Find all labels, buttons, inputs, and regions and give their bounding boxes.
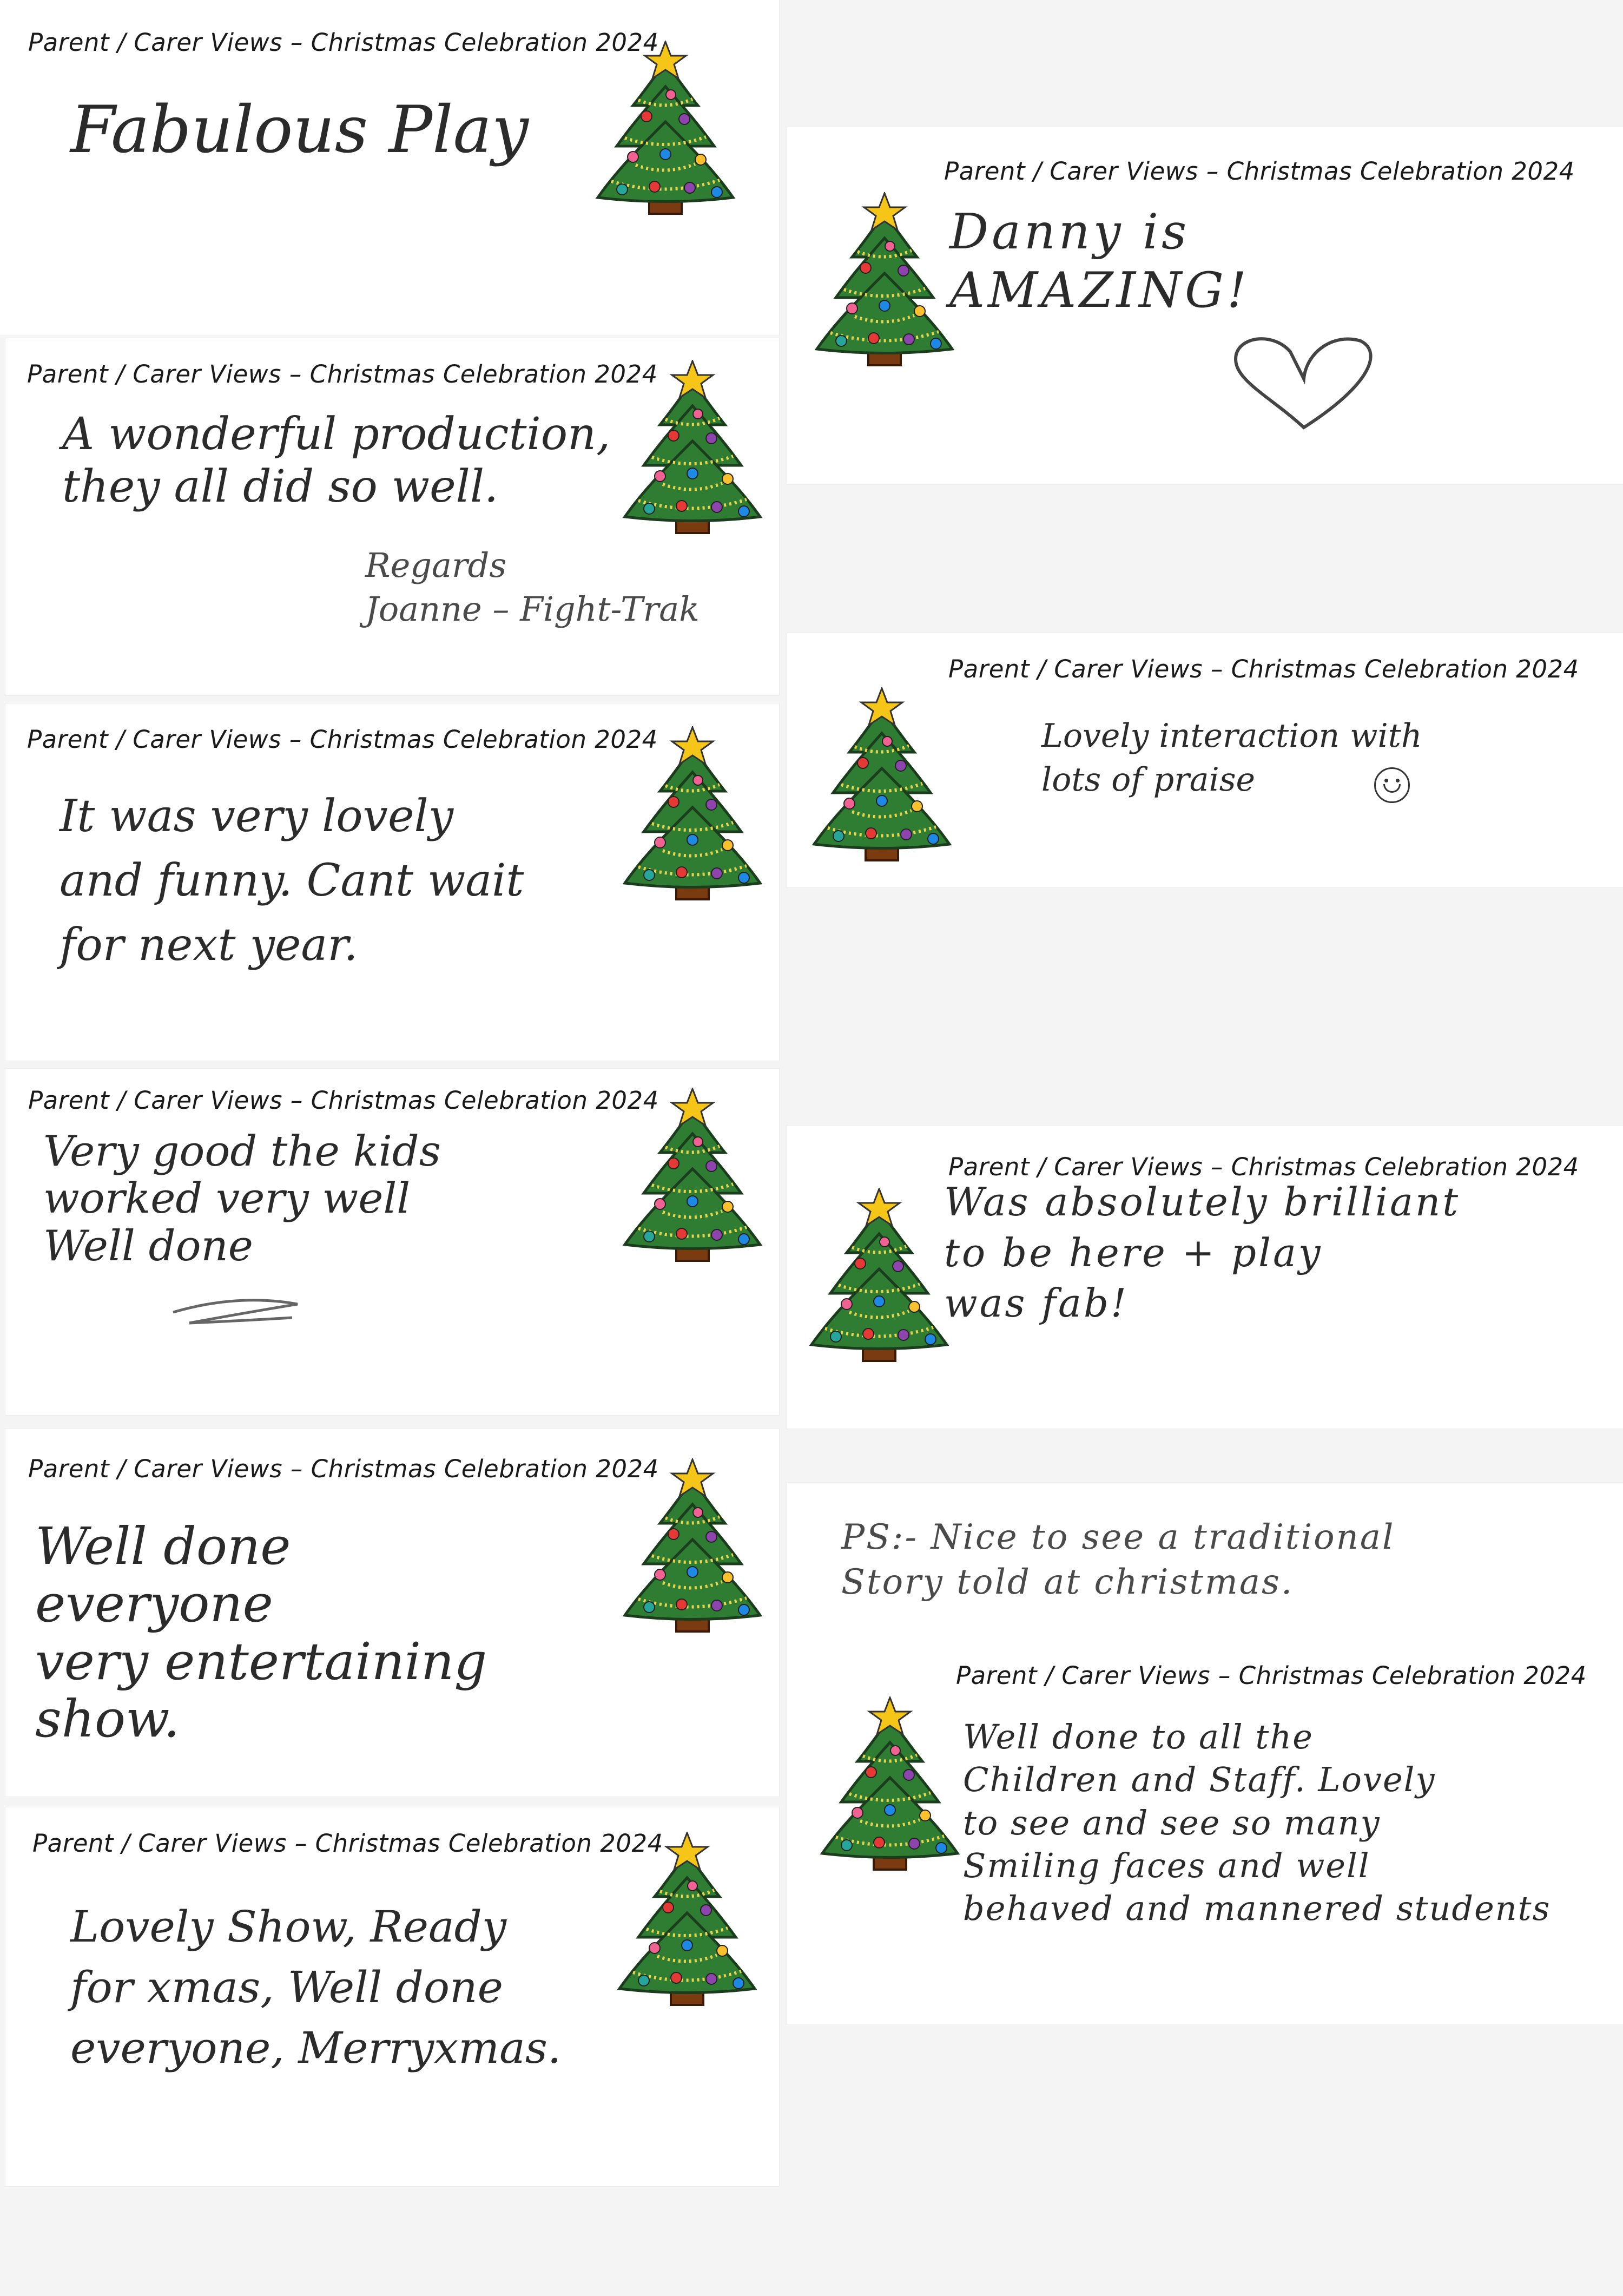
christmas-tree-icon <box>611 1458 774 1637</box>
postscript-comment: PS:- Nice to see a traditional Story told at christmas. <box>841 1517 1395 1603</box>
card-header: Parent / Carer Views – Christmas Celebration 2024 <box>27 725 658 754</box>
handwritten-comment: Well done everyone very entertaining show. <box>35 1517 487 1749</box>
comment-card-7 <box>787 127 1623 484</box>
christmas-tree-icon <box>611 1088 774 1266</box>
comment-card-4 <box>5 1069 779 1415</box>
card-header: Parent / Carer Views – Christmas Celebration 2024 <box>956 1661 1587 1690</box>
card-header: Parent / Carer Views – Christmas Celebration 2024 <box>944 157 1575 186</box>
handwritten-comment: Danny is AMAZING! <box>949 203 1250 319</box>
card-header: Parent / Carer Views – Christmas Celebration 2024 <box>948 1153 1579 1181</box>
card-header: Parent / Carer Views – Christmas Celebration 2024 <box>28 1455 659 1483</box>
handwritten-comment: Fabulous Play <box>70 93 529 168</box>
handwritten-comment: Lovely Show, Ready for xmas, Well done everyone, Merryxmas. <box>70 1902 562 2073</box>
comment-card-9 <box>787 1126 1623 1429</box>
handwritten-comment: Well done to all the Children and Staff. Lovely to see and see so many Smiling faces and well behaved and mannered students <box>963 1717 1551 1929</box>
heart-icon <box>1225 330 1382 433</box>
handwritten-comment: A wonderful production, they all did so well. <box>62 409 611 512</box>
comment-card-1 <box>0 0 779 335</box>
comment-card-3 <box>5 703 779 1061</box>
card-header: Parent / Carer Views – Christmas Celebration 2024 <box>28 28 659 57</box>
christmas-tree-icon <box>611 360 774 538</box>
comment-card-2 <box>5 338 779 695</box>
smiley-face-icon <box>1374 767 1410 803</box>
comment-signature: Regards Joanne – Fight-Trak <box>365 545 700 629</box>
handwritten-comment: Lovely interaction with lots of praise <box>1041 717 1422 799</box>
comment-card-5 <box>5 1429 779 1797</box>
christmas-tree-icon <box>611 726 774 905</box>
christmas-tree-icon <box>803 192 966 371</box>
comment-card-6 <box>5 1807 779 2186</box>
handwritten-comment: Was absolutely brilliant to be here + play was fab! <box>944 1179 1461 1326</box>
comment-card-8 <box>787 633 1623 887</box>
card-header: Parent / Carer Views – Christmas Celebration 2024 <box>27 360 658 389</box>
card-header: Parent / Carer Views – Christmas Celebration 2024 <box>32 1829 663 1858</box>
comment-card-10 <box>787 1483 1623 2024</box>
christmas-tree-icon <box>798 1188 960 1366</box>
christmas-tree-icon <box>584 41 747 219</box>
handwritten-comment: Very good the kids worked very well Well done <box>43 1127 441 1271</box>
underline-flourish <box>168 1291 308 1328</box>
christmas-tree-icon <box>809 1696 971 1875</box>
christmas-tree-icon <box>801 687 963 866</box>
handwritten-comment: It was very lovely and funny. Cant wait for next year. <box>60 791 524 971</box>
christmas-tree-icon <box>606 1832 768 2010</box>
card-header: Parent / Carer Views – Christmas Celebration 2024 <box>28 1086 659 1115</box>
card-header: Parent / Carer Views – Christmas Celebration 2024 <box>948 655 1579 683</box>
